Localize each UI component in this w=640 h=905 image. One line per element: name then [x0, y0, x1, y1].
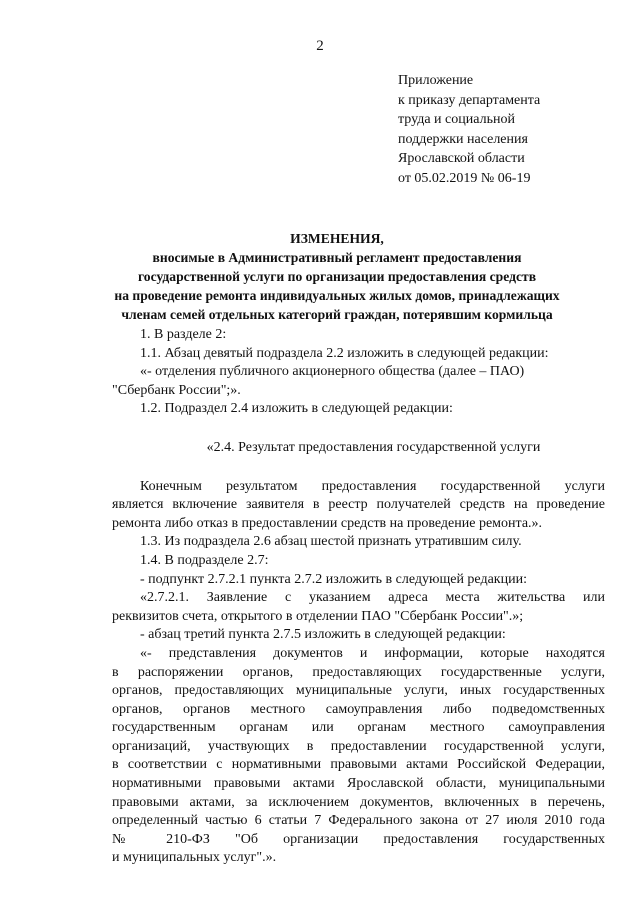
appendix-block [398, 71, 540, 188]
appendix-line: к приказу департамента [398, 92, 541, 108]
p2721-line-2: реквизитов счета, открытого в отделении ПАО "Сбербанк России".»; [112, 608, 524, 624]
document-title [70, 229, 604, 324]
quote-bank-line [112, 363, 605, 382]
docs-line: органов, органов местного самоуправления либо подведомственных [112, 701, 605, 717]
appendix-line: Приложение [398, 73, 474, 88]
result-line-2: является включение заявителя в реестр получателей средств на проведение [112, 497, 605, 513]
docs-line: организаций, участвующих в предоставлении государственной услуги, [112, 738, 605, 754]
appendix-line: поддержки населения [398, 131, 528, 147]
docs-line: нормативными правовыми актами Ярославской области, муниципальными [112, 776, 605, 792]
docs-line: государственным органам или органам местного самоуправления [112, 720, 605, 736]
document-body [112, 326, 605, 868]
sub-item-1: - подпункт 2.7.2.1 пункта 2.7.2 изложить в следующей редакции: [140, 571, 527, 587]
item-1-2: 1.2. Подраздел 2.4 изложить в следующей редакции: [140, 401, 453, 417]
result-line-3: ремонта либо отказ в предоставлении средств на проведение ремонта.». [112, 515, 543, 531]
title-line: государственной услуги по организации предоставления средств [137, 269, 537, 284]
appendix-line: труда и социальной [398, 112, 515, 127]
p2721-line-1: «2.7.2.1. Заявление с указанием адреса места жительства или [140, 590, 605, 606]
quote-bank-line-2: "Сбербанк России";». [112, 382, 241, 398]
docs-line: № 210-ФЗ "Об организации предоставления государственных [112, 831, 605, 847]
sub-item-2: - абзац третий пункта 2.7.5 изложить в следующей редакции: [140, 627, 506, 643]
quote-bank-text: «- отделения публичного акционерного общества (далее – ПАО) [140, 364, 525, 380]
docs-line: и муниципальных услуг".». [112, 850, 277, 866]
docs-line: органов, предоставляющих муниципальные услуги, иных государственных [112, 683, 605, 699]
title-line: членам семей отдельных категорий граждан, потерявшим кормильца [121, 307, 553, 322]
appendix-line: Ярославской области [398, 151, 525, 166]
item-1-3: 1.3. Из подраздела 2.6 абзац шестой признать утратившим силу. [140, 534, 522, 550]
item-1-1: 1.1. Абзац девятый подраздела 2.2 изложить в следующей редакции: [140, 345, 549, 361]
docs-line: в соответствии с нормативными правовыми актами Российской Федерации, [112, 757, 605, 773]
result-line-1: Конечным результатом предоставления государственной услуги [140, 478, 605, 494]
item-1-4: 1.4. В подразделе 2.7: [140, 552, 269, 568]
docs-line: «- представления документов и информации, которые находятся [140, 645, 605, 661]
title-heading: ИЗМЕНЕНИЯ, [290, 231, 384, 246]
docs-line: правовыми актами, за исключением документов, включенных в перечень, [112, 794, 605, 810]
appendix-line: от 05.02.2019 № 06-19 [398, 170, 531, 186]
section-2-4-heading: «2.4. Результат предоставления государственной услуги [206, 439, 541, 455]
docs-line: определенный частью 6 статьи 7 Федерального закона от 27 июля 2010 года [112, 813, 605, 829]
page-number: 2 [316, 38, 324, 54]
title-line: на проведение ремонта индивидуальных жилых домов, принадлежащих [114, 288, 560, 303]
item-1: 1. В разделе 2: [140, 327, 227, 342]
title-line: вносимые в Административный регламент предоставления [152, 250, 522, 265]
docs-line: в распоряжении органов, предоставляющих государственные услуги, [112, 664, 605, 680]
